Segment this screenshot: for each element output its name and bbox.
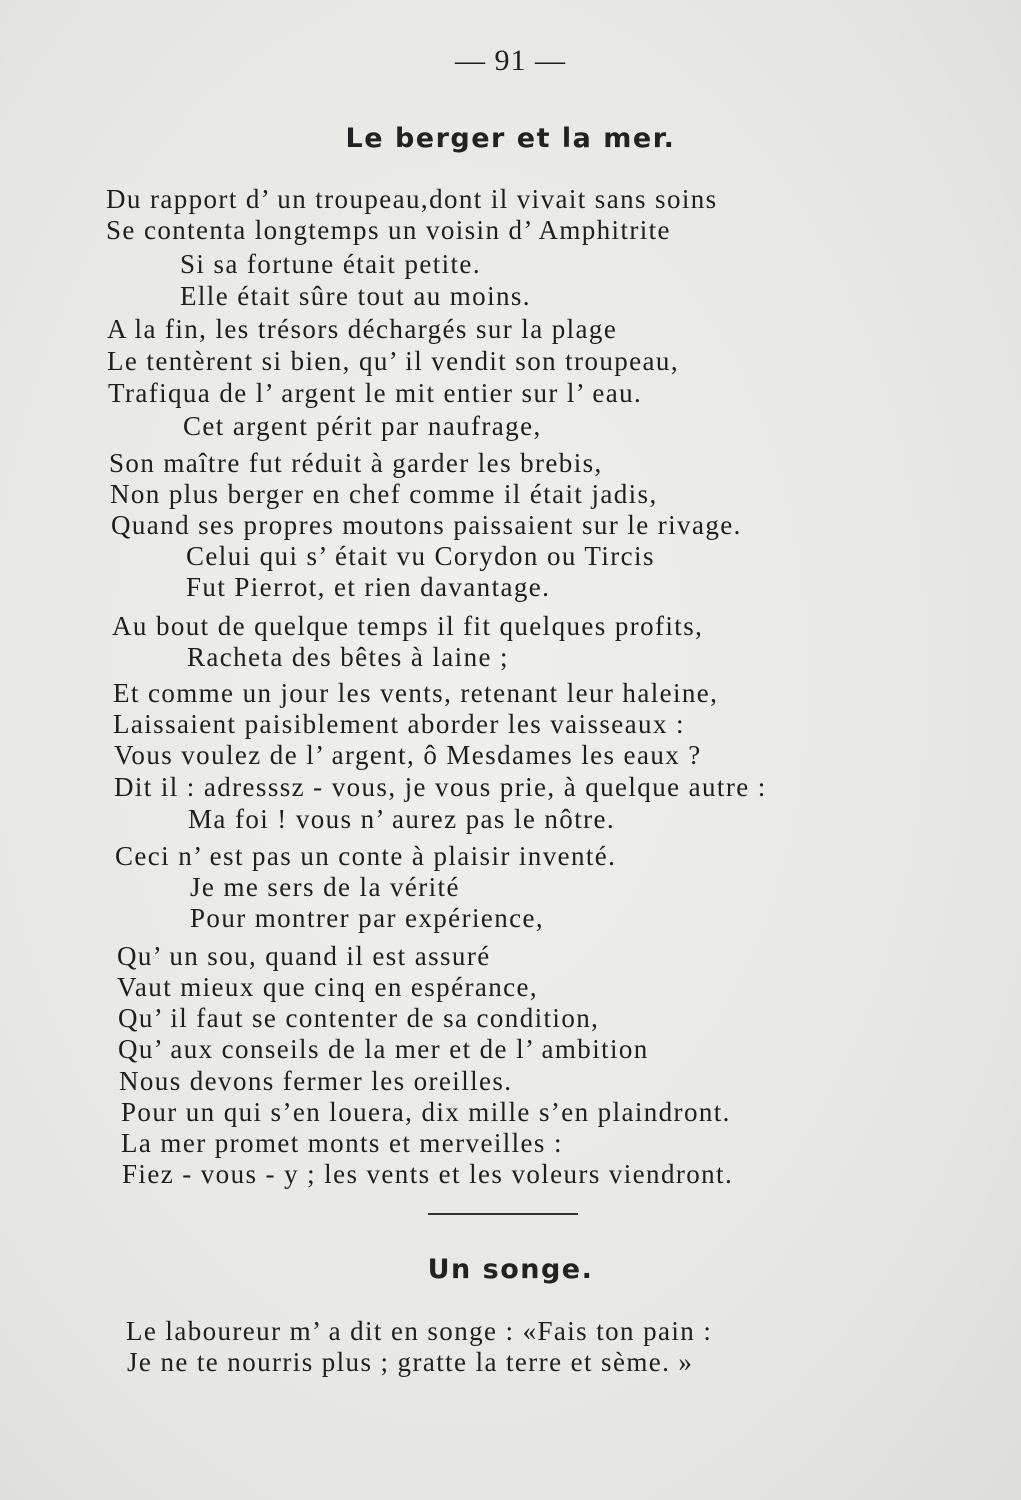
verse-line: Elle était sûre tout au moins. (180, 281, 531, 311)
verse-line: Vaut mieux que cinq en espérance, (117, 972, 539, 1002)
verse-line: Fut Pierrot, et rien davantage. (186, 572, 551, 602)
section-divider (428, 1213, 578, 1215)
verse-line: Quand ses propres moutons paissaient sur le rivage. (111, 510, 742, 540)
verse-line: Si sa fortune était petite. (180, 249, 481, 279)
verse-line: Celui qui s’ était vu Corydon ou Tircis (186, 541, 655, 571)
verse-line: Vous voulez de l’ argent, ô Mesdames les eaux ? (114, 740, 702, 770)
poem-title: Le berger et la mer. (345, 123, 676, 154)
verse-line: Je me sers de la vérité (190, 872, 460, 902)
verse-line: Le tentèrent si bien, qu’ il vendit son troupeau, (107, 346, 679, 376)
verse-line: A la fin, les trésors déchargés sur la plage (107, 314, 618, 344)
verse-line: Et comme un jour les vents, retenant leur haleine, (113, 678, 719, 708)
verse-line: Laissaient paisiblement aborder les vaisseaux : (113, 709, 685, 739)
verse-line: Je ne te nourris plus ; gratte la terre et sème. » (127, 1347, 694, 1377)
verse-line: Pour un qui s’en louera, dix mille s’en plaindront. (121, 1097, 731, 1127)
verse-line: Qu’ aux conseils de la mer et de l’ ambition (118, 1034, 649, 1064)
verse-line: Ceci n’ est pas un conte à plaisir inventé. (115, 841, 617, 871)
verse-line: Cet argent périt par naufrage, (183, 411, 542, 441)
page-number: — 91 — (455, 44, 566, 77)
verse-line: Qu’ il faut se contenter de sa condition, (118, 1003, 600, 1033)
verse-line: Dit il : adresssz - vous, je vous prie, à quelque autre : (114, 772, 767, 802)
verse-line: Nous devons fermer les oreilles. (119, 1066, 513, 1096)
verse-line: Trafiqua de l’ argent le mit entier sur l’ eau. (108, 378, 643, 408)
verse-line: Son maître fut réduit à garder les brebis, (109, 448, 603, 478)
verse-line: Qu’ un sou, quand il est assuré (117, 941, 491, 971)
verse-line: Fiez - vous - y ; les vents et les voleurs viendront. (122, 1159, 734, 1189)
verse-line: Le laboureur m’ a dit en songe : «Fais ton pain : (126, 1316, 713, 1346)
verse-line: Non plus berger en chef comme il était jadis, (110, 479, 658, 509)
verse-line: Au bout de quelque temps il fit quelques profits, (112, 611, 704, 641)
poem-title: Un songe. (427, 1254, 594, 1285)
verse-line: La mer promet monts et merveilles : (121, 1128, 563, 1158)
verse-line: Ma foi ! vous n’ aurez pas le nôtre. (188, 804, 616, 834)
verse-line: Racheta des bêtes à laine ; (187, 642, 509, 672)
verse-line: Du rapport d’ un troupeau,dont il vivait sans soins (106, 184, 718, 214)
verse-line: Pour montrer par expérience, (190, 903, 545, 933)
verse-line: Se contenta longtemps un voisin d’ Amphitrite (106, 215, 671, 245)
